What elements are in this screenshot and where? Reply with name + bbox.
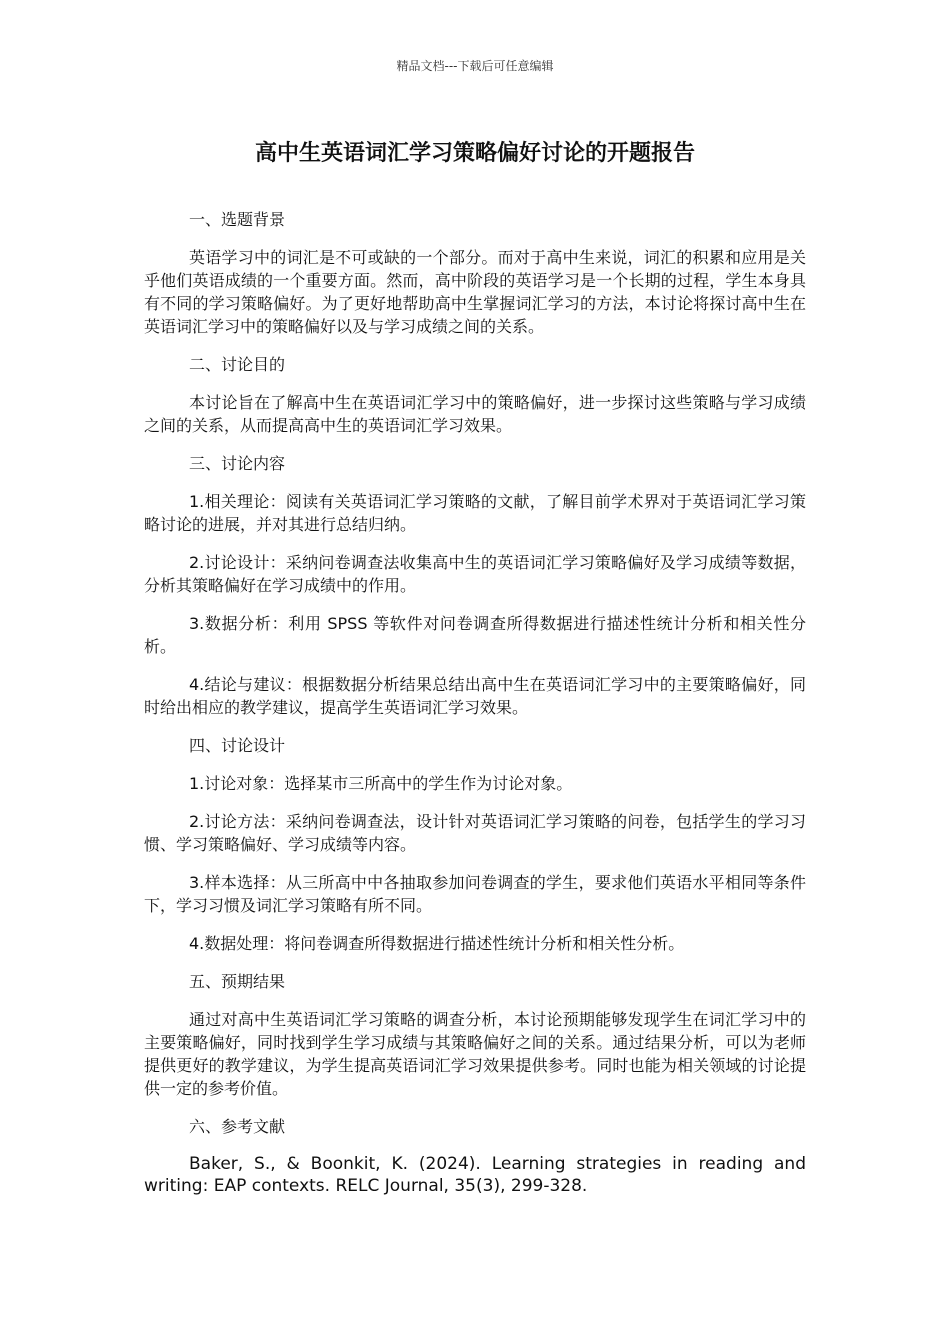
section-heading: 三、讨论内容 <box>189 454 286 473</box>
section-expected-results <box>144 970 806 1100</box>
reference-entry: Baker, S., & Boonkit, K. (2024). Learning strategies in reading and writing: EAP contexts. RELC Journal, 35(3), 299-328. <box>144 1154 806 1196</box>
list-item: 2.讨论设计：采纳问卷调查法收集高中生的英语词汇学习策略偏好及学习成绩等数据，分析其策略偏好在学习成绩中的作用。 <box>144 553 806 595</box>
list-item: 4.数据处理：将问卷调查所得数据进行描述性统计分析和相关性分析。 <box>189 934 685 953</box>
paragraph: 英语学习中的词汇是不可或缺的一个部分。而对于高中生来说，词汇的积累和应用是关乎他们英语成绩的一个重要方面。然而，高中阶段的英语学习是一个长期的过程，学生本身具有不同的学习策略偏好。为了更好地帮助高中生掌握词汇学习的方法，本讨论将探讨高中生在英语词汇学习中的策略偏好以及与学习成绩之间的关系。 <box>144 248 806 336</box>
list-item: 2.讨论方法：采纳问卷调查法，设计针对英语词汇学习策略的问卷，包括学生的学习习惯、学习策略偏好、学习成绩等内容。 <box>144 812 806 854</box>
section-purpose <box>144 353 806 437</box>
section-heading: 一、选题背景 <box>189 210 286 229</box>
section-references <box>144 1115 806 1197</box>
section-design <box>144 734 806 955</box>
section-heading: 五、预期结果 <box>189 972 286 991</box>
document-title: 高中生英语词汇学习策略偏好讨论的开题报告 <box>254 141 695 166</box>
section-heading: 四、讨论设计 <box>189 736 286 755</box>
header-note: 精品文档---下载后可任意编辑 <box>396 59 554 73</box>
paragraph: 本讨论旨在了解高中生在英语词汇学习中的策略偏好，进一步探讨这些策略与学习成绩之间的关系，从而提高高中生的英语词汇学习效果。 <box>144 393 806 435</box>
list-item: 1.相关理论：阅读有关英语词汇学习策略的文献，了解目前学术界对于英语词汇学习策略讨论的进展，并对其进行总结归纳。 <box>144 492 806 534</box>
document-body <box>144 208 806 1212</box>
section-heading: 六、参考文献 <box>189 1117 286 1136</box>
list-item: 3.数据分析：利用 SPSS 等软件对问卷调查所得数据进行描述性统计分析和相关性分析。 <box>144 614 806 656</box>
list-item: 4.结论与建议：根据数据分析结果总结出高中生在英语词汇学习中的主要策略偏好，同时给出相应的教学建议，提高学生英语词汇学习效果。 <box>144 675 806 717</box>
list-item: 1.讨论对象：选择某市三所高中的学生作为讨论对象。 <box>189 774 573 793</box>
list-item: 3.样本选择：从三所高中中各抽取参加问卷调查的学生，要求他们英语水平相同等条件下，学习习惯及词汇学习策略有所不同。 <box>144 873 806 915</box>
section-content <box>144 452 806 719</box>
paragraph: 通过对高中生英语词汇学习策略的调查分析，本讨论预期能够发现学生在词汇学习中的主要策略偏好，同时找到学生学习成绩与其策略偏好之间的关系。通过结果分析，可以为老师提供更好的教学建议，为学生提高英语词汇学习效果提供参考。同时也能为相关领域的讨论提供一定的参考价值。 <box>144 1010 806 1098</box>
section-heading: 二、讨论目的 <box>189 355 286 374</box>
section-background <box>144 208 806 338</box>
